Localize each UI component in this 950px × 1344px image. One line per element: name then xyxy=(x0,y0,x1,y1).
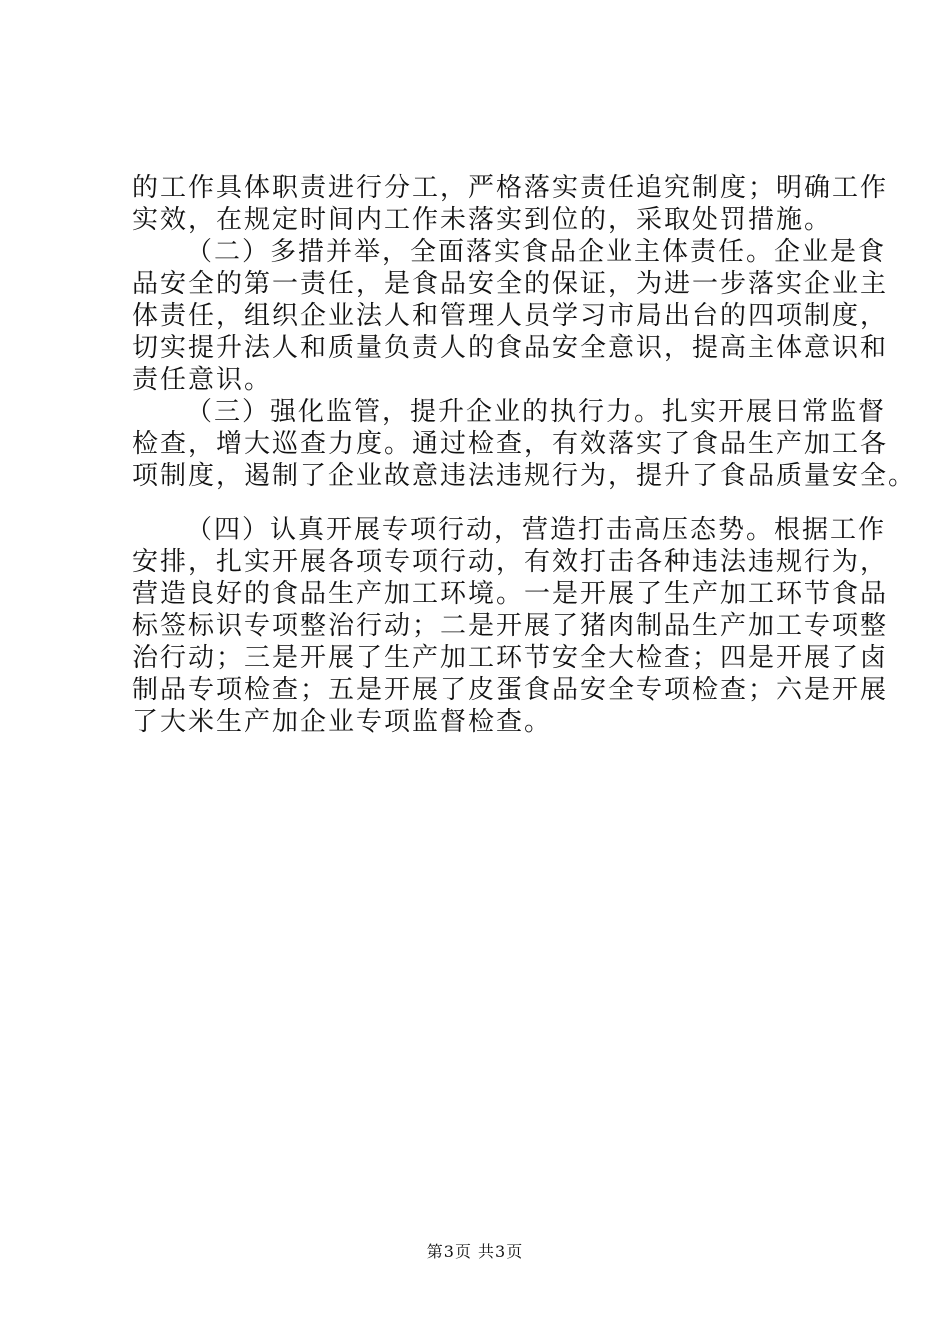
text-line: 检查，增大巡查力度。通过检查，有效落实了食品生产加工各 xyxy=(132,429,889,459)
text-line: 体责任，组织企业法人和管理人员学习市局出台的四项制度， xyxy=(132,301,889,331)
text-line: 责任意识。 xyxy=(132,365,273,395)
text-line: 营造良好的食品生产加工环境。一是开展了生产加工环节食品 xyxy=(132,579,889,609)
text-line: 切实提升法人和质量负责人的食品安全意识，提高主体意识和 xyxy=(132,333,889,363)
text-line: 了大米生产加企业专项监督检查。 xyxy=(132,707,553,737)
body-text xyxy=(132,172,917,738)
text-line: 制品专项检查；五是开展了皮蛋食品安全专项检查；六是开展 xyxy=(132,675,889,705)
text-line: （二）多措并举，全面落实食品企业主体责任。企业是食 xyxy=(186,237,887,267)
text-line: （三）强化监管，提升企业的执行力。扎实开展日常监督 xyxy=(186,397,887,427)
text-line: 治行动；三是开展了生产加工环节安全大检查；四是开展了卤 xyxy=(132,643,889,673)
text-line: 标签标识专项整治行动；二是开展了猪肉制品生产加工专项整 xyxy=(132,611,889,641)
text-line: 实效，在规定时间内工作未落实到位的，采取处罚措施。 xyxy=(132,205,833,235)
text-line: （四）认真开展专项行动，营造打击高压态势。根据工作 xyxy=(186,515,887,545)
page-footer xyxy=(0,1242,950,1262)
text-line: 的工作具体职责进行分工，严格落实责任追究制度；明确工作 xyxy=(132,173,889,203)
paragraph-gap xyxy=(132,492,852,514)
page-number-label: 第3页 共3页 xyxy=(426,1242,524,1261)
text-line: 安排，扎实开展各项专项行动，有效打击各种违法违规行为， xyxy=(132,547,889,577)
text-line: 品安全的第一责任，是食品安全的保证，为进一步落实企业主 xyxy=(132,269,889,299)
text-line: 项制度，遏制了企业故意违法违规行为，提升了食品质量安全。 xyxy=(132,461,917,491)
